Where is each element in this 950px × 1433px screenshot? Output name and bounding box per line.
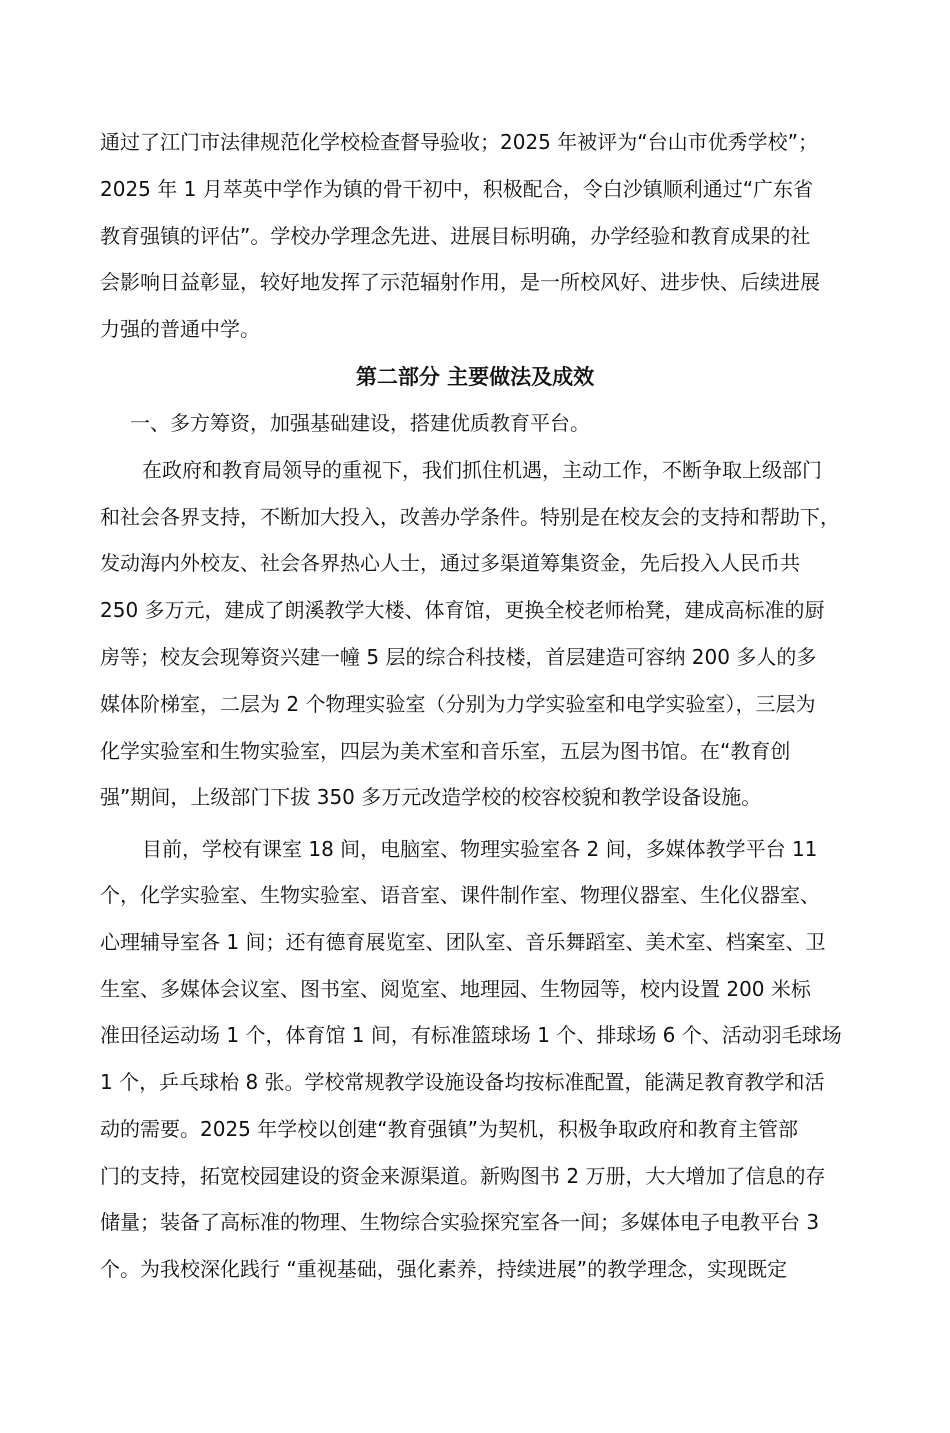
paragraph-line: 化学实验室和生物实验室，四层为美术室和音乐室，五层为图书馆。在“教育创 — [100, 739, 791, 763]
paragraph-line: 强”期间，上级部门下拔 350 多万元改造学校的校容校貌和教学设备设施。 — [100, 785, 762, 809]
paragraph-line: 在政府和教育局领导的重视下，我们抓住机遇，主动工作，不断争取上级部门 — [142, 458, 822, 482]
text-line: 会影响日益彰显，较好地发挥了示范辐射作用，是一所校风好、进步快、后续进展 — [100, 270, 820, 294]
paragraph-line: 和社会各界支持，不断加大投入，改善办学条件。特别是在校友会的支持和帮助下， — [100, 505, 840, 529]
text-line: 教育强镇的评估”。学校办学理念先进、进展目标明确，办学经验和教育成果的社 — [100, 224, 811, 248]
section-heading: 第二部分 主要做法及成效 — [355, 365, 595, 389]
paragraph-line: 个，化学实验室、生物实验室、语音室、课件制作室、物理仪器室、生化仪器室、 — [100, 883, 820, 907]
text-line: 力强的普通中学。 — [100, 317, 260, 341]
paragraph-line: 目前，学校有课室 18 间，电脑室、物理实验室各 2 间，多媒体教学平台 11 — [142, 837, 818, 861]
paragraph-line: 门的支持，拓宽校园建设的资金来源渠道。新购图书 2 万册，大大增加了信息的存 — [100, 1164, 826, 1188]
paragraph-line: 生室、多媒体会议室、图书室、阅览室、地理园、生物园等，校内设置 200 米标 — [100, 977, 811, 1001]
paragraph-line: 准田径运动场 1 个，体育馆 1 间，有标准篮球场 1 个、排球场 6 个、活动羽毛球场 — [100, 1023, 842, 1047]
text-line: 通过了江门市法律规范化学校检查督导验收；2025 年被评为“台山市优秀学校”； — [100, 130, 818, 154]
paragraph-line: 250 多万元，建成了朗溪教学大楼、体育馆，更换全校老师枱凳，建成高标准的厨 — [100, 598, 825, 622]
paragraph-line: 动的需要。2025 年学校以创建“教育强镇”为契机，积极争取政府和教育主管部 — [100, 1117, 798, 1141]
paragraph-line: 媒体阶梯室，二层为 2 个物理实验室（分别为力学实验室和电学实验室），三层为 — [100, 692, 816, 716]
paragraph-line: 心理辅导室各 1 间；还有德育展览室、团队室、音乐舞蹈室、美术室、档案室、卫 — [100, 930, 826, 954]
subsection-heading: 一、多方筹资，加强基础建设，搭建优质教育平台。 — [130, 411, 590, 435]
paragraph-line: 1 个，乒乓球枱 8 张。学校常规教学设施设备均按标准配置，能满足教育教学和活 — [100, 1070, 825, 1094]
paragraph-line: 发动海内外校友、社会各界热心人士，通过多渠道筹集资金，先后投入人民币共 — [100, 551, 800, 575]
paragraph-line: 房等；校友会现筹资兴建一幢 5 层的综合科技楼，首层建造可容纳 200 多人的多 — [100, 645, 817, 669]
text-line: 2025 年 1 月萃英中学作为镇的骨干初中，积极配合，令白沙镇顺利通过“广东省 — [100, 177, 814, 201]
paragraph-line: 储量；装备了高标准的物理、生物综合实验探究室各一间；多媒体电子电教平台 3 — [100, 1210, 820, 1234]
paragraph-line: 个。为我校深化践行 “重视基础，强化素养，持续进展”的教学理念，实现既定 — [100, 1257, 788, 1281]
